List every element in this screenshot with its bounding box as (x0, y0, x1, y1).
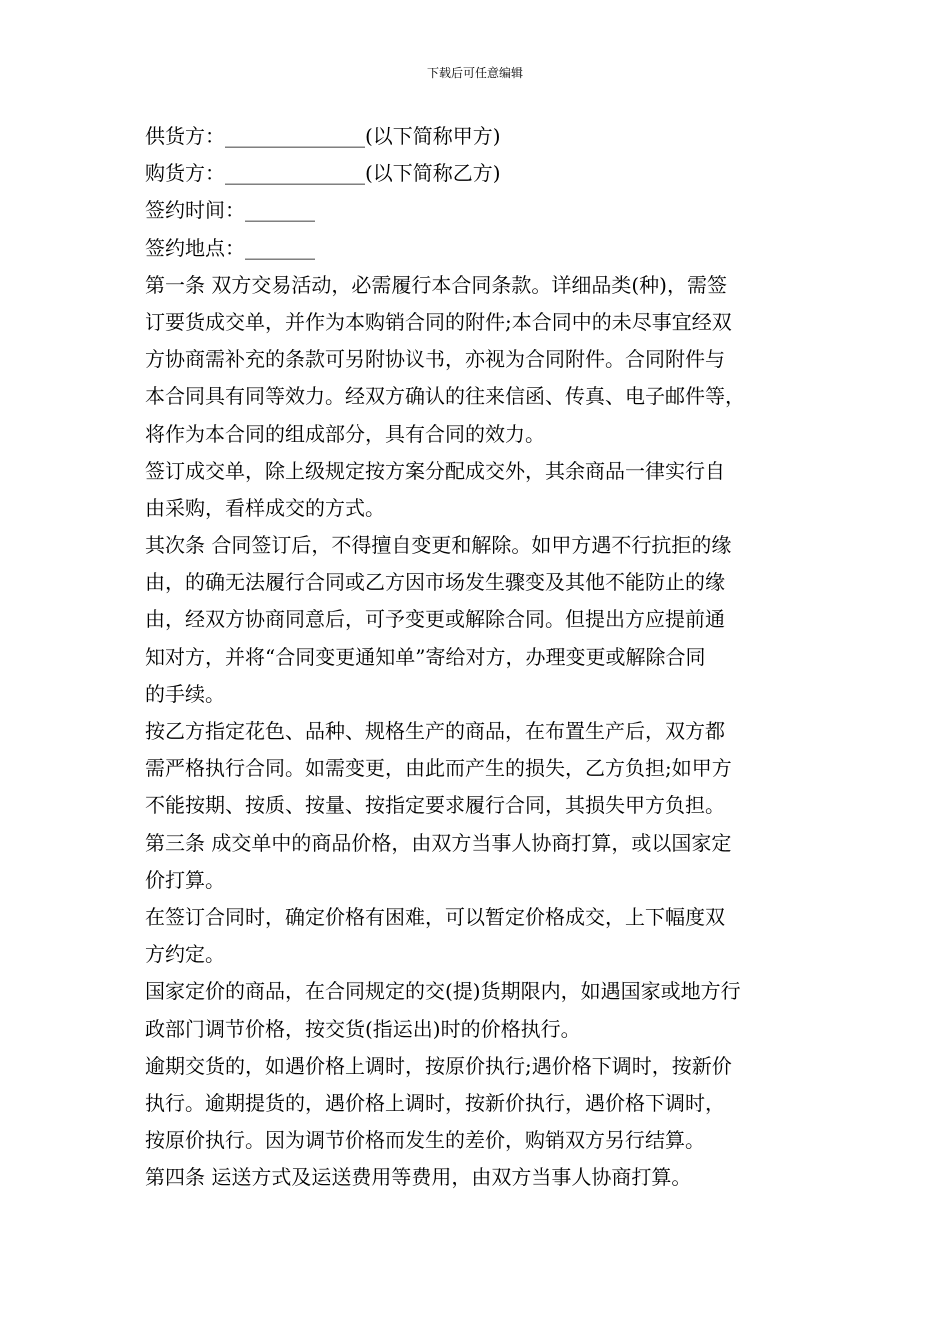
text-line: 需严格执行合同。如需变更，由此而产生的损失，乙方负担;如甲方 (145, 756, 732, 781)
text-line: 按乙方指定花色、品种、规格生产的商品，在布置生产后，双方都 (145, 719, 725, 743)
text-line: 由，的确无法履行合同或乙方因市场发生骤变及其他不能防止的缘 (145, 570, 725, 595)
text-line: 由，经双方协商同意后，可予变更或解除合同。但提出方应提前通 (145, 607, 725, 632)
contract-body (145, 118, 823, 1196)
text-line: 执行。逾期提货的，遇价格上调时，按新价执行，遇价格下调时， (145, 1090, 725, 1115)
text-line: 价打算。 (145, 867, 225, 892)
text-line: 将作为本合同的组成部分，具有合同的效力。 (145, 421, 545, 446)
text-line: 第四条 运送方式及运送费用等费用，由双方当事人协商打算。 (145, 1165, 692, 1190)
text-line: 在签订合同时，确定价格有困难，可以暂定价格成交，上下幅度双 (145, 904, 725, 929)
text-line: 方协商需补充的条款可另附协议书，亦视为合同附件。合同附件与 (145, 347, 725, 372)
text-line: 签订成交单，除上级规定按方案分配成交外，其余商品一律实行自 (145, 458, 725, 483)
supplier-line: 供货方：______________(以下简称甲方) (145, 124, 501, 148)
text-line: 方约定。 (145, 942, 225, 967)
text-line: 本合同具有同等效力。经双方确认的往来信函、传真、电子邮件等， (145, 384, 745, 409)
text-line: 由采购，看样成交的方式。 (145, 495, 385, 520)
signing-place-line: 签约地点：_______ (145, 235, 315, 260)
text-line: 的手续。 (145, 681, 225, 706)
text-line: 其次条 合同签订后，不得擅自变更和解除。如甲方遇不行抗拒的缘 (145, 533, 732, 558)
buyer-line: 购货方：______________(以下简称乙方) (145, 161, 501, 186)
text-line: 知对方，并将“合同变更通知单”寄给对方，办理变更或解除合同 (145, 644, 706, 669)
text-line: 第一条 双方交易活动，必需履行本合同条款。详细品类(种)，需签 (145, 272, 727, 297)
signing-time-line: 签约时间：_______ (145, 198, 315, 223)
text-line: 订要货成交单，并作为本购销合同的附件;本合同中的未尽事宜经双 (145, 309, 732, 334)
text-line: 不能按期、按质、按量、按指定要求履行合同，其损失甲方负担。 (145, 793, 725, 818)
text-line: 政部门调节价格，按交货(指运出)时的价格执行。 (145, 1016, 581, 1041)
text-line: 逾期交货的，如遇价格上调时，按原价执行;遇价格下调时，按新价 (145, 1053, 732, 1078)
text-line: 按原价执行。因为调节价格而发生的差价，购销双方另行结算。 (145, 1128, 705, 1153)
text-line: 第三条 成交单中的商品价格，由双方当事人协商打算，或以国家定 (145, 830, 732, 855)
page-header: 下载后可任意编辑 (426, 66, 523, 80)
text-line: 国家定价的商品，在合同规定的交(提)货期限内，如遇国家或地方行 (145, 979, 741, 1004)
